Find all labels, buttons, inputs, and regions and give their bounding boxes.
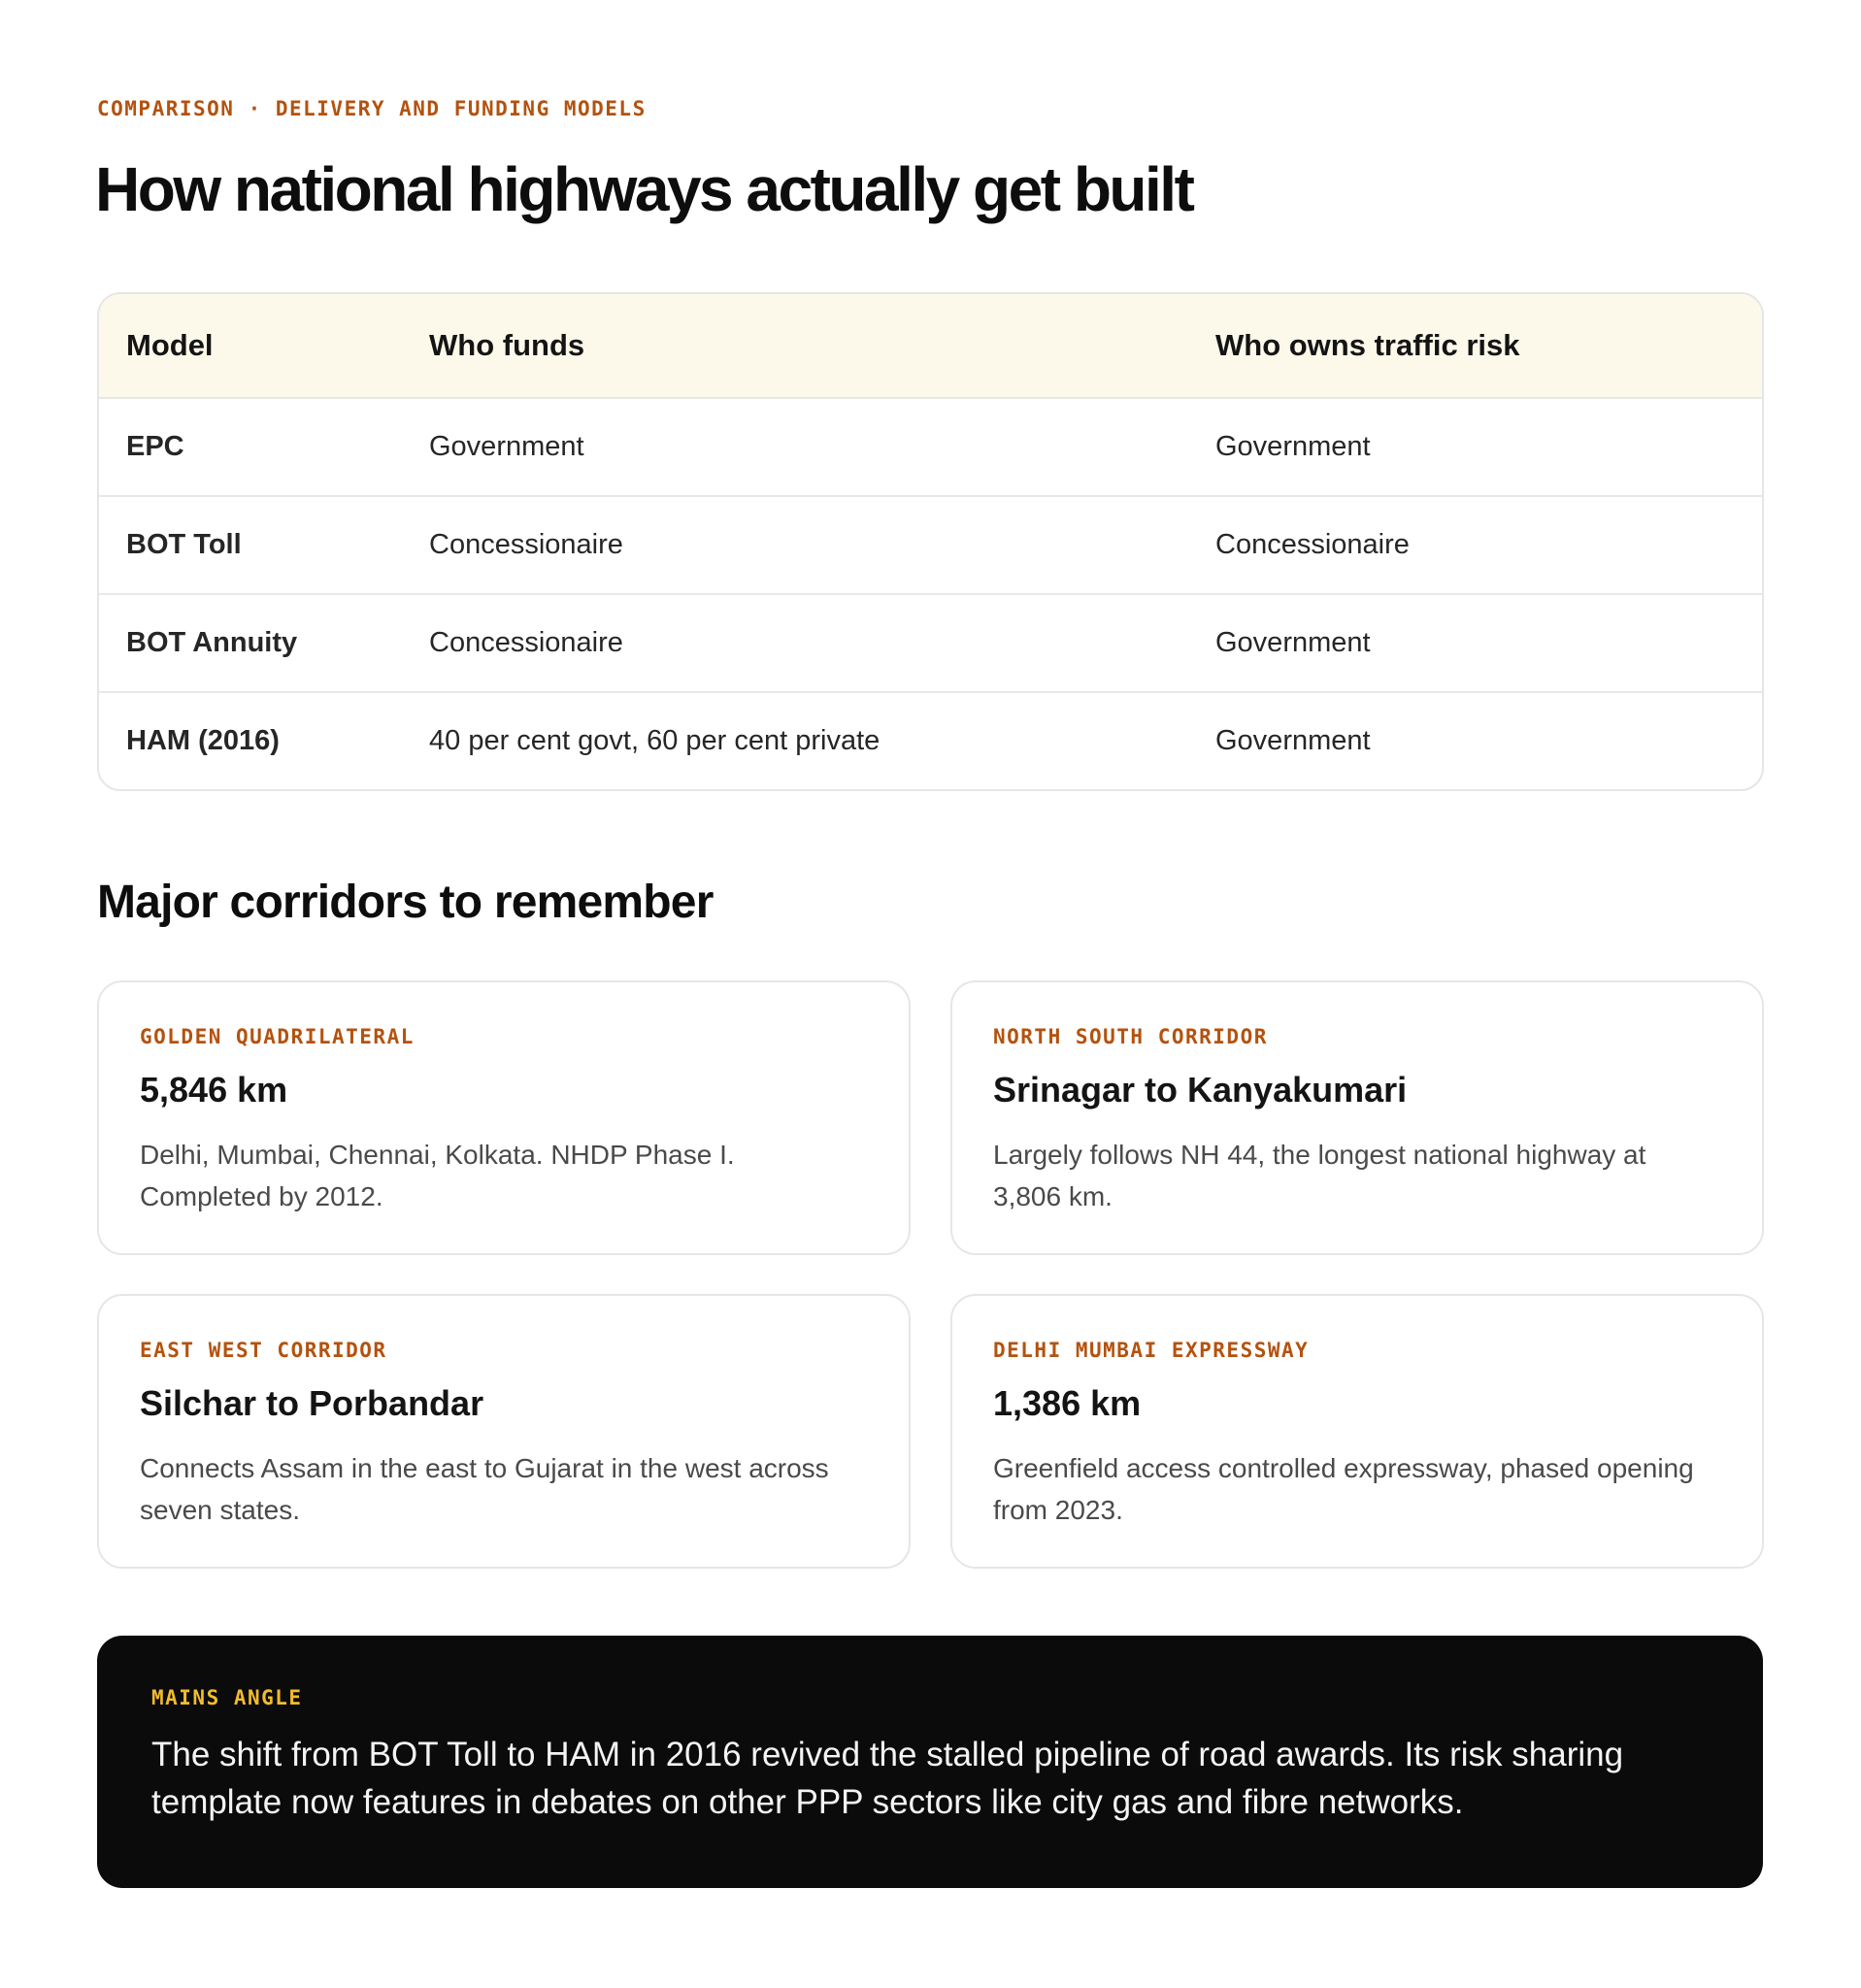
callout-tag: MAINS ANGLE xyxy=(151,1686,303,1709)
funds-cell: Concessionaire xyxy=(429,627,623,658)
risk-cell: Government xyxy=(1215,627,1371,658)
column-header-traffic-risk: Who owns traffic risk xyxy=(1215,328,1520,362)
table-row xyxy=(99,691,1762,789)
table-header-row xyxy=(99,294,1762,397)
mains-angle-callout xyxy=(97,1636,1763,1888)
callout-text: The shift from BOT Toll to HAM in 2016 revived the stalled pipeline of road awards. Its risk sharing template now features in debates on other PPP sectors like city gas and fibre networks. xyxy=(151,1736,1624,1821)
funds-cell: 40 per cent govt, 60 per cent private xyxy=(429,725,881,756)
table-row xyxy=(99,593,1762,691)
corridor-tag: GOLDEN QUADRILATERAL xyxy=(140,1025,415,1048)
corridor-description: Delhi, Mumbai, Chennai, Kolkata. NHDP Phase I. Completed by 2012. xyxy=(140,1140,735,1211)
comparison-table xyxy=(97,292,1764,791)
corridor-tag: NORTH SOUTH CORRIDOR xyxy=(993,1025,1268,1048)
corridor-description: Largely follows NH 44, the longest national highway at 3,806 km. xyxy=(993,1140,1646,1211)
column-header-model: Model xyxy=(126,328,214,362)
page-title: How national highways actually get built xyxy=(95,154,1193,224)
model-cell: HAM (2016) xyxy=(126,725,280,756)
corridor-description: Connects Assam in the east to Gujarat in the west across seven states. xyxy=(140,1453,829,1525)
corridor-title: Srinagar to Kanyakumari xyxy=(993,1070,1408,1110)
eyebrow-label: COMPARISON · DELIVERY AND FUNDING MODELS xyxy=(97,97,647,120)
corridor-card xyxy=(97,980,911,1255)
model-cell: EPC xyxy=(126,431,184,462)
funds-cell: Concessionaire xyxy=(429,529,623,560)
corridor-tag: DELHI MUMBAI EXPRESSWAY xyxy=(993,1339,1310,1362)
corridor-title: Silchar to Porbandar xyxy=(140,1383,484,1423)
risk-cell: Government xyxy=(1215,725,1371,756)
corridor-card xyxy=(97,1294,911,1569)
section-title-corridors: Major corridors to remember xyxy=(97,877,714,928)
model-cell: BOT Toll xyxy=(126,529,242,560)
table-row xyxy=(99,397,1762,495)
corridor-tag: EAST WEST CORRIDOR xyxy=(140,1339,387,1362)
corridor-cards-grid xyxy=(97,980,1764,1569)
corridor-description: Greenfield access controlled expressway, phased opening from 2023. xyxy=(993,1453,1694,1525)
column-header-who-funds: Who funds xyxy=(429,328,585,362)
corridor-title: 5,846 km xyxy=(140,1070,288,1110)
corridor-card xyxy=(950,1294,1764,1569)
funds-cell: Government xyxy=(429,431,584,462)
model-cell: BOT Annuity xyxy=(126,627,298,658)
risk-cell: Concessionaire xyxy=(1215,529,1410,560)
corridor-card xyxy=(950,980,1764,1255)
risk-cell: Government xyxy=(1215,431,1371,462)
table-row xyxy=(99,495,1762,593)
corridor-title: 1,386 km xyxy=(993,1383,1142,1423)
